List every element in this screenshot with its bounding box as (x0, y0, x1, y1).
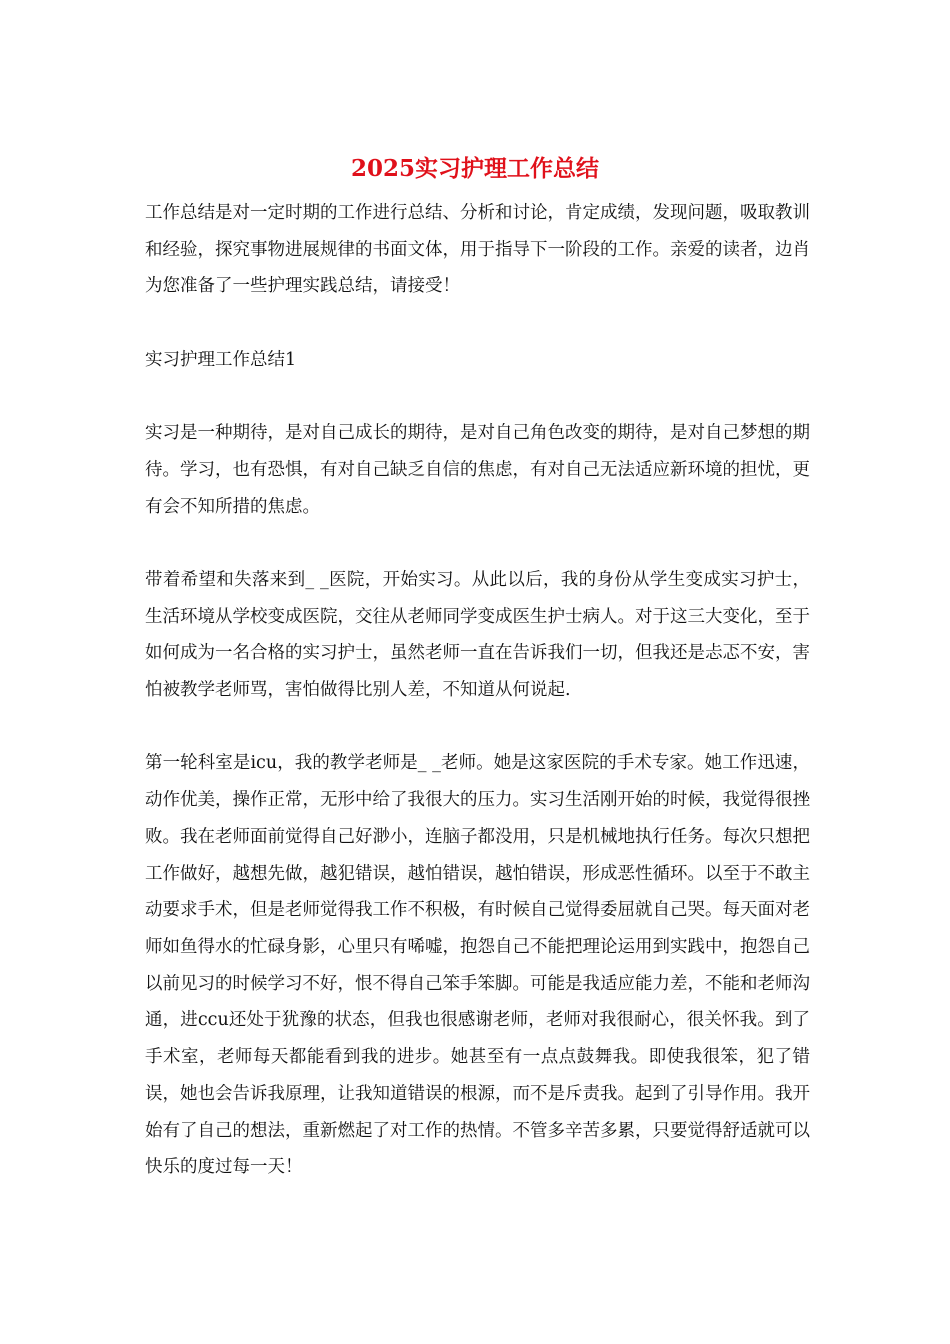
body-paragraph: 带着希望和失落来到_ _医院，开始实习。从此以后，我的身份从学生变成实习护士，生活环境从学校变成医院，交往从老师同学变成医生护士病人。对于这三大变化，至于如何成为一名合格的实习护士，虽然老师一直在告诉我们一切，但我还是忐忑不安，害怕被教学老师骂，害怕做得比别人差，不知道从何说起. (145, 569, 810, 701)
body-paragraph: 第一轮科室是icu，我的教学老师是_ _老师。她是这家医院的手术专家。她工作迅速，动作优美，操作正常，无形中给了我很大的压力。实习生活刚开始的时候，我觉得很挫败。我在老师面前觉得自己好渺小，连脑子都没用，只是机械地执行任务。每次只想把工作做好，越想先做，越犯错误，越怕错误，越怕错误，形成恶性循环。以至于不敢主动要求手术，但是老师觉得我工作不积极，有时候自己觉得委屈就自己哭。每天面对老师如鱼得水的忙碌身影，心里只有唏嘘，抱怨自己不能把理论运用到实践中，抱怨自己以前见习的时候学习不好，恨不得自己笨手笨脚。可能是我适应能力差，不能和老师沟通，进ccu还处于犹豫的状态，但我也很感谢老师，老师对我很耐心，很关怀我。到了手术室，老师每天都能看到我的进步。她甚至有一点点鼓舞我。即使我很笨，犯了错误，她也会告诉我原理，让我知道错误的根源，而不是斥责我。起到了引导作用。我开始有了自己的想法，重新燃起了对工作的热情。不管多辛苦多累，只要觉得舒适就可以快乐的度过每一天！ (145, 753, 810, 1178)
intro-paragraph: 工作总结是对一定时期的工作进行总结、分析和讨论，肯定成绩，发现问题，吸取教训和经验，探究事物进展规律的书面文体，用于指导下一阶段的工作。亲爱的读者，边肖为您准备了一些护理实践总结，请接受！ (145, 203, 810, 297)
document-title: 2025实习护理工作总结 (350, 155, 599, 182)
section-heading: 实习护理工作总结1 (145, 349, 297, 370)
document-body (145, 195, 810, 1186)
body-paragraph: 实习是一种期待，是对自己成长的期待，是对自己角色改变的期待，是对自己梦想的期待。学习，也有恐惧，有对自己缺乏自信的焦虑，有对自己无法适应新环境的担忧，更有会不知所措的焦虑。 (145, 423, 810, 517)
